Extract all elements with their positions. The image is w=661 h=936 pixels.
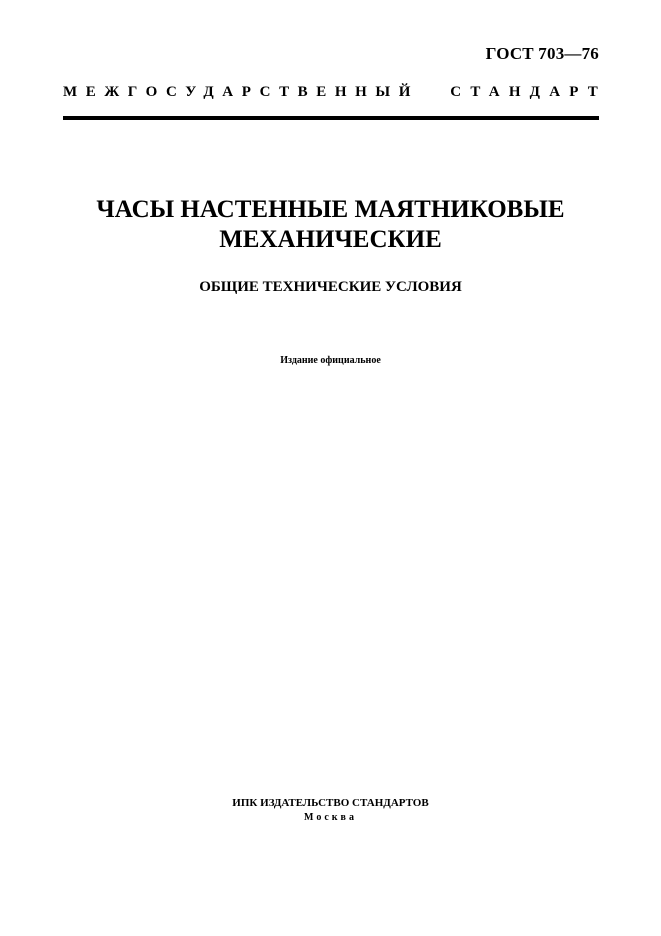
standard-type-left: МЕЖГОСУДАРСТВЕННЫЙ xyxy=(63,84,420,100)
header-rule xyxy=(63,116,599,120)
publisher-city: Москва xyxy=(304,812,357,823)
standard-type-right: СТАНДАРТ xyxy=(450,84,607,100)
edition-note: Издание официальное xyxy=(280,355,381,366)
document-subtitle: ОБЩИЕ ТЕХНИЧЕСКИЕ УСЛОВИЯ xyxy=(199,279,462,295)
title-line-1: ЧАСЫ НАСТЕННЫЕ МАЯТНИКОВЫЕ xyxy=(96,196,565,223)
title-line-2: МЕХАНИЧЕСКИЕ xyxy=(219,226,442,253)
publisher: ИПК ИЗДАТЕЛЬСТВО СТАНДАРТОВ xyxy=(232,797,429,809)
gost-number: ГОСТ 703—76 xyxy=(485,44,599,63)
document-title xyxy=(0,195,661,255)
